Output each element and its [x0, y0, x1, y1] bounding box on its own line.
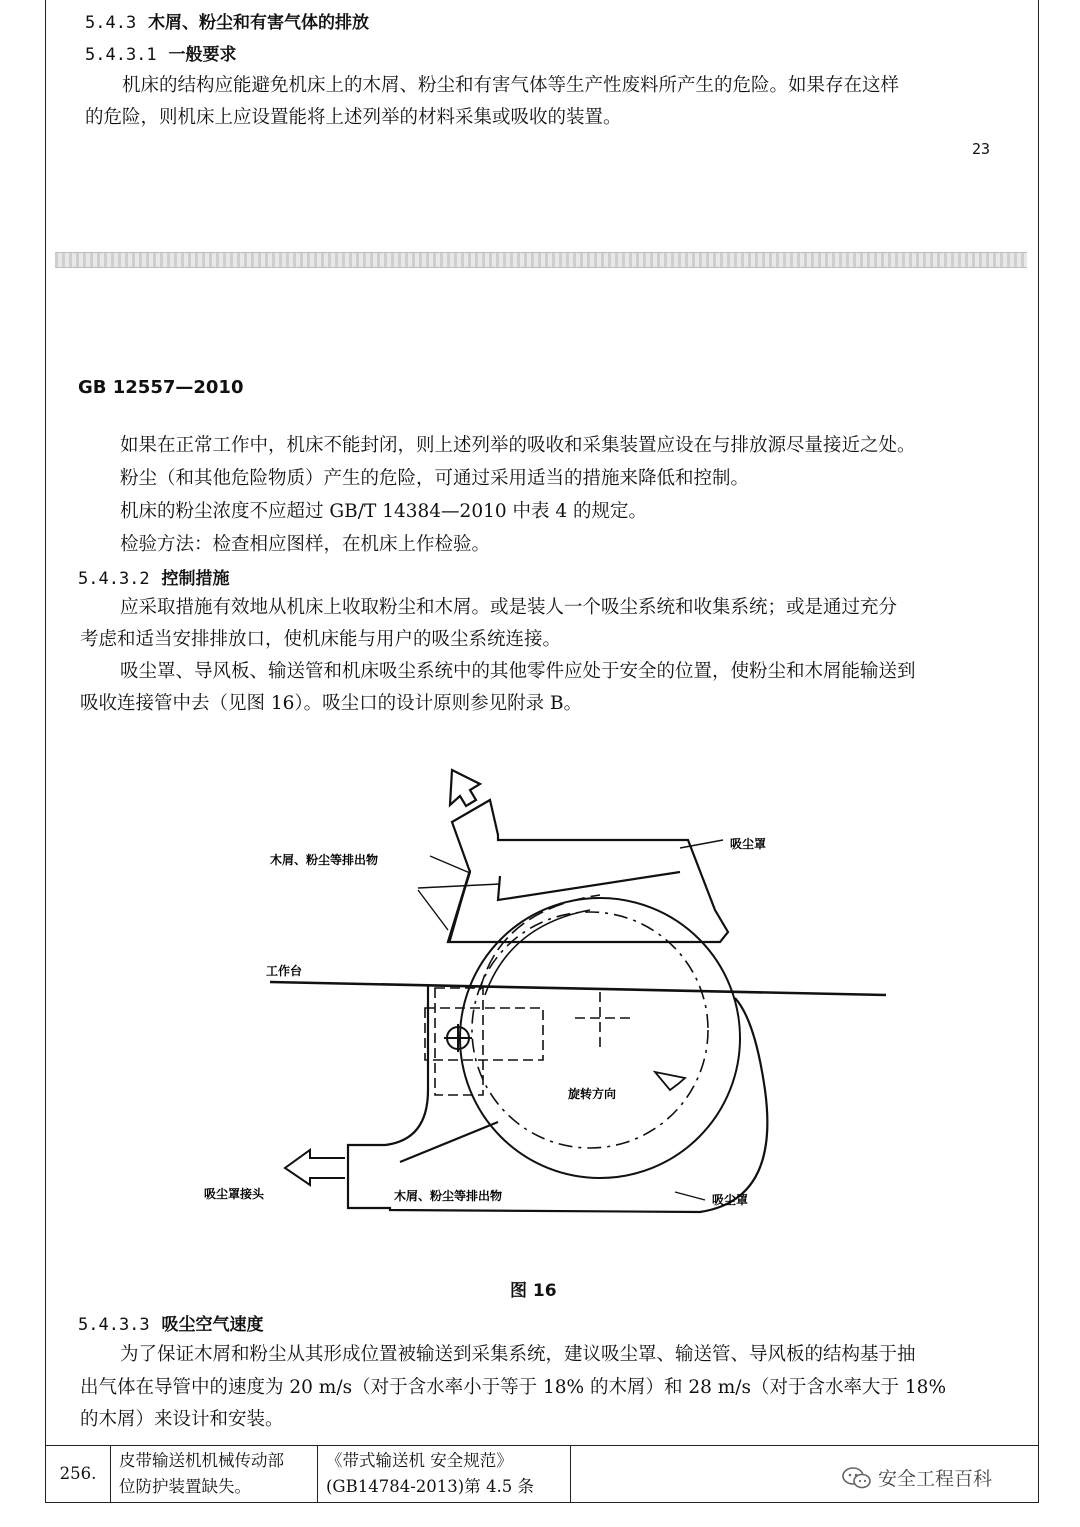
label-hood-bottom: 吸尘罩 — [712, 1193, 749, 1207]
leader-line — [418, 890, 448, 930]
section-number: 5.4.3.1 — [85, 45, 157, 65]
leader-line — [675, 1192, 705, 1200]
watermark-text: 安全工程百科 — [878, 1468, 993, 1490]
paragraph-line: 应采取措施有效地从机床上收取粉尘和木屑。或是装人一个吸尘系统和收集系统；或是通过充分 — [120, 597, 898, 618]
hatched-deflector — [448, 870, 470, 942]
figure-caption: 图 16 — [510, 1281, 557, 1301]
section-title: 木屑、粉尘和有害气体的排放 — [148, 13, 370, 33]
row-index: 256. — [59, 1464, 97, 1483]
leader-line — [418, 884, 500, 888]
exhaust-arrow-left — [285, 1150, 345, 1185]
table-cell-index — [46, 1446, 111, 1503]
section-title: 吸尘空气速度 — [161, 1315, 264, 1335]
label-hood-connector: 吸尘罩接头 — [204, 1187, 265, 1201]
paragraph-line: 考虑和适当安排排放口，使机床能与用户的吸尘系统连接。 — [80, 629, 562, 650]
paragraph-line: 粉尘（和其他危险物质）产生的危险，可通过采用适当的措施来降低和控制。 — [120, 468, 750, 489]
chips-bottom-line — [400, 1122, 498, 1162]
section-title: 控制措施 — [161, 569, 230, 589]
paragraph-line: 吸收连接管中去（见图 16）。吸尘口的设计原则参见附录 B。 — [80, 693, 583, 714]
paragraph-line: 的木屑）来设计和安装。 — [80, 1409, 284, 1430]
page-number: 23 — [972, 140, 991, 158]
dust-hood-bottom — [348, 986, 767, 1212]
paragraph-line: 的危险，则机床上应设置能将上述列举的材料采集或吸收的装置。 — [85, 107, 622, 128]
paragraph-line: 检验方法：检查相应图样，在机床上作检验。 — [120, 534, 491, 555]
paragraph-line: 吸尘罩、导风板、输送管和机床吸尘系统中的其他零件应处于安全的位置，使粉尘和木屑能输送到 — [120, 661, 916, 682]
table-cell-hazard — [111, 1446, 318, 1503]
section-number: 5.4.3.3 — [78, 1315, 150, 1335]
paragraph-line: 为了保证木屑和粉尘从其形成位置被输送到采集系统，建议吸尘罩、输送管、导风板的结构基于抽 — [120, 1344, 916, 1365]
label-chips-bottom: 木屑、粉尘等排出物 — [394, 1189, 503, 1203]
exhaust-arrow-top — [450, 770, 480, 806]
table-cell-basis — [318, 1446, 571, 1503]
basis-line: 《带式输送机 安全规范》 — [326, 1451, 513, 1470]
standard-code-header: GB 12557—2010 — [78, 377, 244, 398]
watermark — [842, 1464, 992, 1491]
paragraph-line: 机床的结构应能避免机床上的木屑、粉尘和有害气体等生产性废料所产生的危险。如果存在这样 — [122, 75, 900, 96]
section-title: 一般要求 — [168, 45, 237, 65]
label-worktable: 工作台 — [266, 964, 303, 978]
label-hood-top: 吸尘罩 — [730, 837, 767, 851]
label-chips-top: 木屑、粉尘等排出物 — [270, 853, 379, 867]
figure-16-diagram — [180, 760, 910, 1230]
paragraph-line: 机床的粉尘浓度不应超过 GB/T 14384—2010 中表 4 的规定。 — [120, 501, 648, 522]
page-separator — [55, 252, 1027, 268]
page-frame-left — [45, 0, 46, 1446]
baffle-line — [498, 872, 680, 900]
worktable-line — [270, 982, 886, 995]
section-heading-5-4-3-2 — [78, 564, 230, 589]
paragraph-line: 出气体在导管中的速度为 20 m/s（对于含水率小于等于 18% 的木屑）和 28 m/s（对于含水率大于 18% — [80, 1377, 947, 1398]
dust-hood-top — [448, 800, 728, 942]
leader-line — [680, 840, 723, 848]
page-frame-right — [1038, 0, 1039, 1446]
section-heading-5-4-3-3 — [78, 1310, 264, 1335]
label-rotation-direction: 旋转方向 — [568, 1087, 617, 1101]
basis-line: (GB14784-2013)第 4.5 条 — [326, 1477, 534, 1496]
paragraph-line: 如果在正常工作中，机床不能封闭，则上述列举的吸收和采集装置应设在与排放源尽量接近之处。 — [120, 435, 916, 456]
rotation-arrow-icon — [655, 1072, 685, 1090]
hazard-line: 皮带输送机机械传动部 — [119, 1451, 284, 1470]
blade-pitch-circle — [472, 912, 708, 1148]
arbor-block — [425, 1008, 543, 1060]
section-number: 5.4.3.2 — [78, 569, 150, 589]
section-number: 5.4.3 — [85, 13, 137, 33]
section-heading-5-4-3-1 — [85, 40, 237, 65]
hazard-line: 位防护装置缺失。 — [119, 1477, 251, 1496]
wechat-icon — [842, 1467, 872, 1489]
section-heading-5-4-3 — [85, 8, 369, 33]
